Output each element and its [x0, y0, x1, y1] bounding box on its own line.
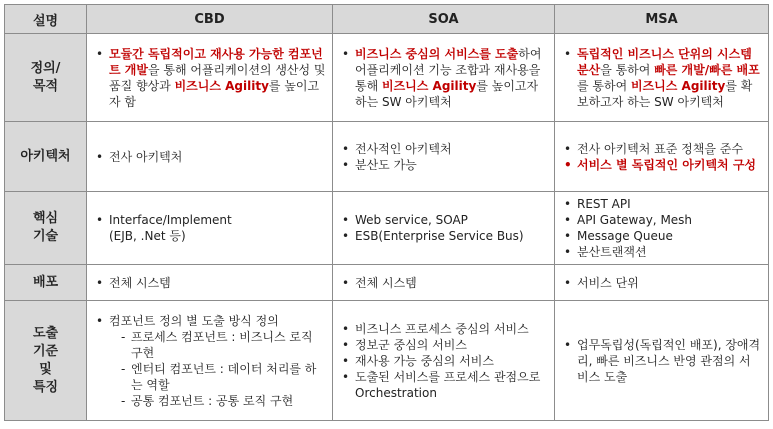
row-architecture	[5, 122, 769, 192]
list-item: • 정보군 중심의 서비스	[341, 337, 548, 353]
list-item: • ESB(Enterprise Service Bus)	[341, 228, 548, 244]
list-item: • 분산트랜잭션	[563, 244, 762, 260]
list-item: • 서비스 단위	[563, 275, 762, 291]
msa-deploy	[555, 265, 769, 301]
header-cbd: CBD	[87, 5, 333, 34]
cbd-core-tech	[87, 192, 333, 265]
cbd-derivation	[87, 301, 333, 421]
header-soa: SOA	[333, 5, 555, 34]
list-item: • Web service, SOAP	[341, 212, 548, 228]
list-item: • 전사적인 아키텍처	[341, 141, 548, 157]
soa-architecture	[333, 122, 555, 192]
header-msa: MSA	[555, 5, 769, 34]
list-item: • 비즈니스 중심의 서비스를 도출하여 어플리케이션 기능 조합과 재사용을 통해 비즈니스 Agility를 높이고자 하는 SW 아키텍처	[341, 46, 548, 110]
row-label-architecture: 아키텍처	[5, 122, 87, 192]
msa-core-tech	[555, 192, 769, 265]
msa-definition	[555, 34, 769, 122]
list-item: • 전사 아키텍처	[95, 149, 326, 165]
row-label-definition: 정의/ 목적	[5, 34, 87, 122]
list-item: • 서비스 별 독립적인 아키텍처 구성	[563, 157, 762, 173]
list-item: • API Gateway, Mesh	[563, 212, 762, 228]
list-item: • 모듈간 독립적이고 재사용 가능한 컴포넌트 개발을 통해 어플리케이션의 생산성 및 품질 향상과 비즈니스 Agility를 높이고자 함	[95, 46, 326, 110]
list-item: • 독립적인 비즈니스 단위의 시스템 분산을 통하여 빠른 개발/빠른 배포를 통하여 비즈니스 Agility를 확보하고자 하는 SW 아키텍처	[563, 46, 762, 110]
msa-derivation	[555, 301, 769, 421]
row-derivation	[5, 301, 769, 421]
list-item: • 분산도 가능	[341, 157, 548, 173]
list-item: • 재사용 가능 중심의 서비스	[341, 353, 548, 369]
list-item: • 컴포넌트 정의 별 도출 방식 정의 - 프로세스 컴포넌트 : 비즈니스 로직 구현 - 엔터티 컴포넌트 : 데이터 처리를 하는 역할 - 공통 컴포넌트 : 공통 로직 구현	[95, 313, 326, 409]
cbd-definition	[87, 34, 333, 122]
row-label-deploy: 배포	[5, 265, 87, 301]
header-description: 설명	[5, 5, 87, 34]
row-deploy	[5, 265, 769, 301]
soa-deploy	[333, 265, 555, 301]
row-label-core-tech: 핵심 기술	[5, 192, 87, 265]
list-item: • 비즈니스 프로세스 중심의 서비스	[341, 321, 548, 337]
header-row	[5, 5, 769, 34]
row-core-tech	[5, 192, 769, 265]
list-item: • Message Queue	[563, 228, 762, 244]
list-item: • REST API	[563, 196, 762, 212]
row-label-derivation: 도출 기준 및 특징	[5, 301, 87, 421]
cbd-deploy	[87, 265, 333, 301]
soa-definition	[333, 34, 555, 122]
msa-architecture	[555, 122, 769, 192]
row-definition	[5, 34, 769, 122]
soa-core-tech	[333, 192, 555, 265]
list-item: • 전체 시스템	[341, 275, 548, 291]
list-item: • 도출된 서비스를 프로세스 관점으로 Orchestration	[341, 369, 548, 401]
cbd-architecture	[87, 122, 333, 192]
list-item: • 업무독립성(독립적인 배포), 장애격리, 빠른 비즈니스 반영 관점의 서비스 도출	[563, 337, 762, 385]
list-item: • 전체 시스템	[95, 275, 326, 291]
list-item: • Interface/Implement (EJB, .Net 등)	[95, 212, 326, 244]
soa-derivation	[333, 301, 555, 421]
comparison-table	[4, 4, 769, 421]
list-item: • 전사 아키텍처 표준 정책을 준수	[563, 141, 762, 157]
